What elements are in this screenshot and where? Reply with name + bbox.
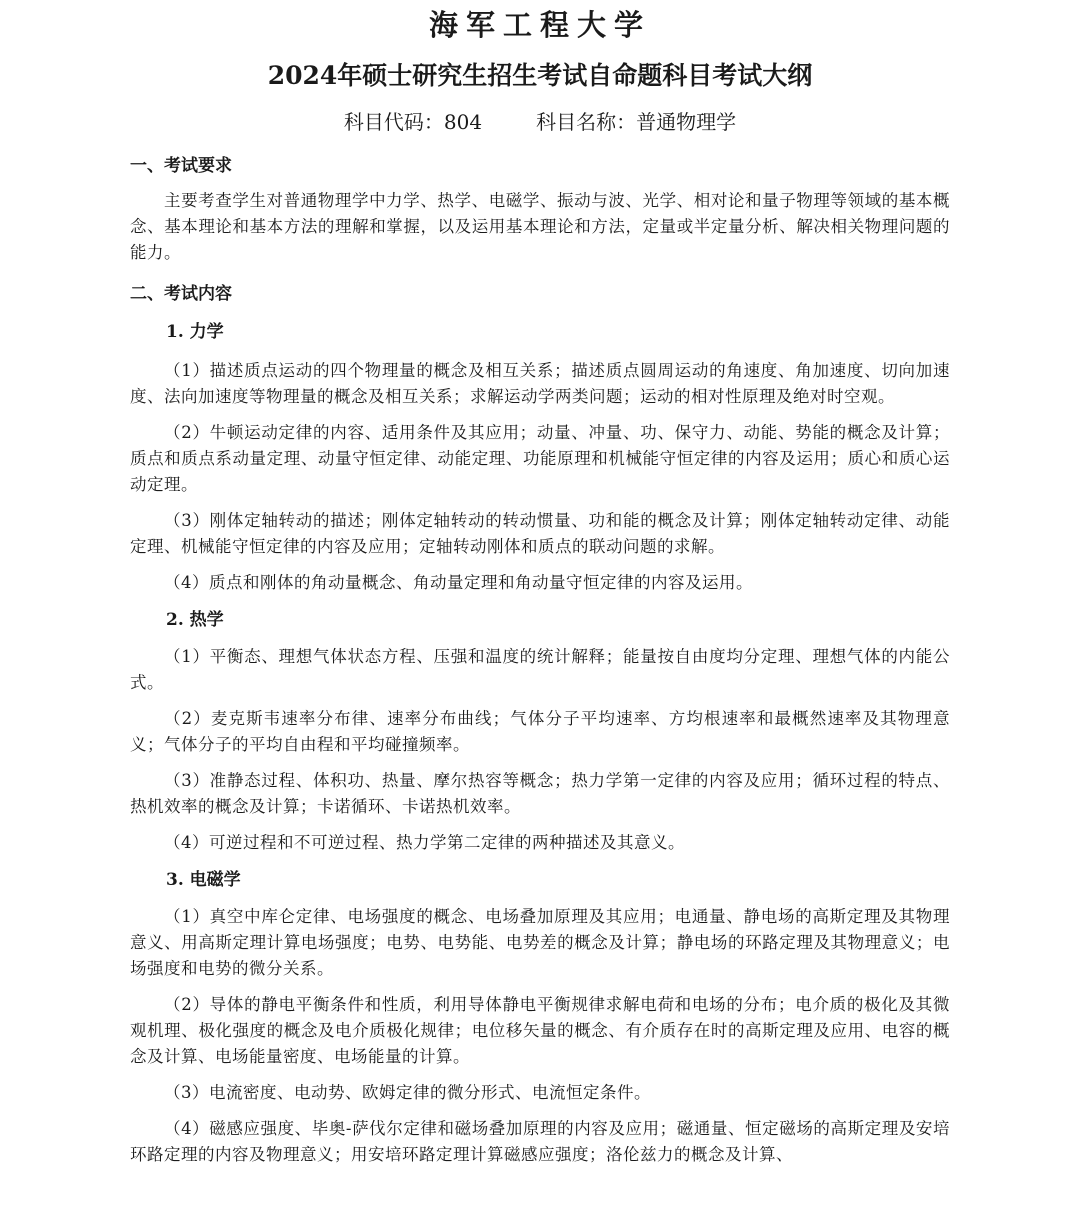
em-item: （4）磁感应强度、毕奥-萨伐尔定律和磁场叠加原理的内容及应用；磁通量、恒定磁场的高斯定理及安培环路定理的内容及物理意义；用安培环路定理计算磁感应强度；洛伦兹力的概念及计算、 (130, 1119, 950, 1164)
university-title: 海军工程大学 (428, 8, 651, 42)
syllabus-title: 2024年硕士研究生招生考试自命题科目考试大纲 (267, 61, 813, 90)
mechanics-item: （3）刚体定轴转动的描述；刚体定轴转动的转动惯量、功和能的概念及计算；刚体定轴转动定律、动能定理、机械能守恒定律的内容及应用；定轴转动刚体和质点的联动问题的求解。 (130, 511, 950, 556)
em-item: （1）真空中库仑定律、电场强度的概念、电场叠加原理及其应用；电通量、静电场的高斯定理及其物理意义、用高斯定理计算电场强度；电势、电势能、电势差的概念及计算；静电场的环路定理及其物理意义；电场强度和电势的微分关系。 (130, 907, 950, 978)
subject-code: 科目代码：804 (343, 110, 483, 134)
thermal-item: （1）平衡态、理想气体状态方程、压强和温度的统计解释；能量按自由度均分定理、理想气体的内能公式。 (130, 647, 950, 692)
em-item: （3）电流密度、电动势、欧姆定律的微分形式、电流恒定条件。 (164, 1083, 651, 1102)
thermal-item: （2）麦克斯韦速率分布律、速率分布曲线；气体分子平均速率、方均根速率和最概然速率及其物理意义；气体分子的平均自由程和平均碰撞频率。 (130, 709, 950, 754)
subsection-heading-mechanics: 1. 力学 (166, 322, 224, 342)
subsection-heading-thermal: 2. 热学 (166, 610, 224, 630)
mechanics-item: （2）牛顿运动定律的内容、适用条件及其应用；动量、冲量、功、保守力、动能、势能的概念及计算；质点和质点系动量定理、动量守恒定律、动能定理、功能原理和机械能守恒定律的内容及运用；质心和质心运动定理。 (130, 423, 950, 494)
mechanics-item: （4）质点和刚体的角动量概念、角动量定理和角动量守恒定律的内容及运用。 (164, 573, 753, 592)
thermal-item: （3）准静态过程、体积功、热量、摩尔热容等概念；热力学第一定律的内容及应用；循环过程的特点、热机效率的概念及计算；卡诺循环、卡诺热机效率。 (130, 771, 950, 816)
section-heading-requirements: 一、考试要求 (130, 156, 232, 176)
subject-info (130, 108, 950, 136)
section-heading-content: 二、考试内容 (130, 284, 232, 304)
thermal-item: （4）可逆过程和不可逆过程、热力学第二定律的两种描述及其意义。 (164, 833, 685, 852)
subsection-heading-em: 3. 电磁学 (166, 870, 241, 890)
em-item: （2）导体的静电平衡条件和性质，利用导体静电平衡规律求解电荷和电场的分布；电介质的极化及其微观机理、极化强度的概念及电介质极化规律；电位移矢量的概念、有介质存在时的高斯定理及应用、电容的概念及计算、电场能量密度、电场能量的计算。 (130, 995, 950, 1066)
requirements-paragraph: 主要考查学生对普通物理学中力学、热学、电磁学、振动与波、光学、相对论和量子物理等领域的基本概念、基本理论和基本方法的理解和掌握，以及运用基本理论和方法，定量或半定量分析、解决相关物理问题的能力。 (130, 191, 950, 262)
mechanics-item: （1）描述质点运动的四个物理量的概念及相互关系；描述质点圆周运动的角速度、角加速度、切向加速度、法向加速度等物理量的概念及相互关系；求解运动学两类问题；运动的相对性原理及绝对时空观。 (130, 361, 950, 406)
subject-name: 科目名称：普通物理学 (536, 110, 737, 134)
